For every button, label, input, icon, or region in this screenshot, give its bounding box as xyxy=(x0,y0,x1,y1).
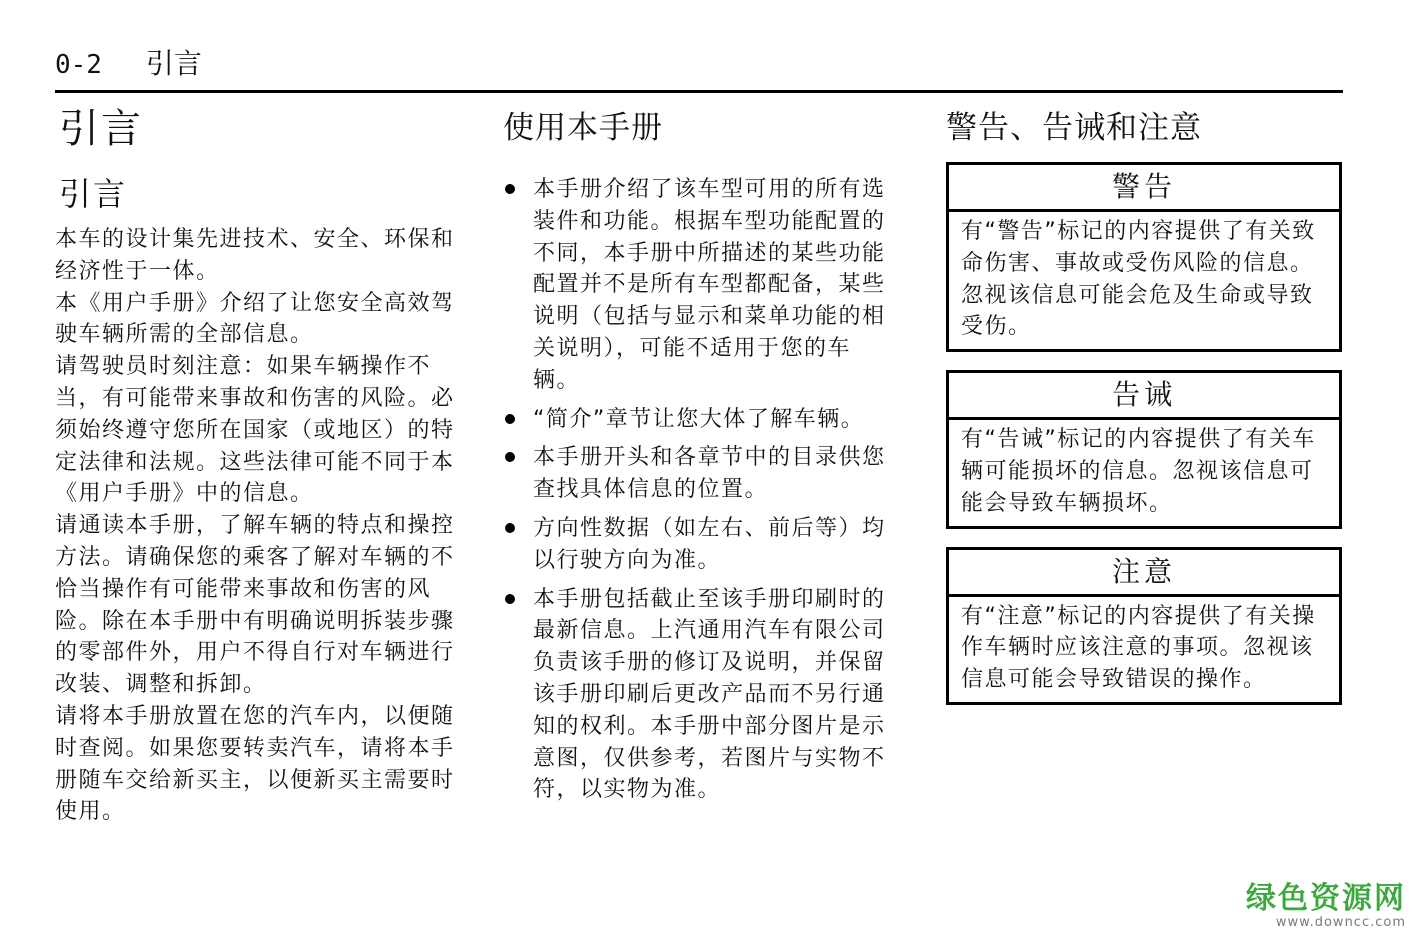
page-number: 0-2 xyxy=(55,50,102,80)
list-item xyxy=(503,584,888,807)
section-title-introduction: 引言 xyxy=(59,106,143,152)
list-item-text: 本手册介绍了该车型可用的所有选装件和功能。根据车型功能配置的不同，本手册中所描述的某些功能配置并不是所有车型都配备，某些说明（包括与显示和菜单功能的相关说明），可能不适用于您的车辆。 xyxy=(533,177,886,393)
list-item-text: 方向性数据（如左右、前后等）均以行驶方向为准。 xyxy=(533,515,886,573)
paragraph: 请驾驶员时刻注意：如果车辆操作不当，有可能带来事故和伤害的风险。必须始终遵守您所在国家（或地区）的特定法律和法规。这些法律可能不同于本《用户手册》中的信息。 xyxy=(55,354,455,507)
list-item xyxy=(503,442,888,506)
section-title-using-manual: 使用本手册 xyxy=(503,110,663,146)
list-item xyxy=(503,404,888,436)
paragraph: 请将本手册放置在您的汽车内，以便随时查阅。如果您要转卖汽车，请将本手册随车交给新买主，以便新买主需要时使用。 xyxy=(55,703,455,825)
caution-box-title: 告诫 xyxy=(949,373,1339,420)
bullet-icon xyxy=(505,184,515,194)
section-title-warnings: 警告、告诫和注意 xyxy=(946,110,1202,146)
warning-box-body: 有“警告”标记的内容提供了有关致命伤害、事故或受伤风险的信息。忽视该信息可能会危及生命或导致受伤。 xyxy=(961,219,1316,340)
list-item-text: “简介”章节让您大体了解车辆。 xyxy=(533,406,865,432)
list-item-text: 本手册开头和各章节中的目录供您查找具体信息的位置。 xyxy=(533,445,886,503)
paragraph: 本车的设计集先进技术、安全、环保和经济性于一体。 xyxy=(55,227,455,284)
list-item-text: 本手册包括截止至该手册印刷时的最新信息。上汽通用汽车有限公司负责该手册的修订及说明，并保留该手册印刷后更改产品而不另行通知的权利。本手册中部分图片是示意图，仅供参考，若图片与实物不符，以实物为准。 xyxy=(533,586,886,803)
bullet-icon xyxy=(505,594,515,604)
bullet-list xyxy=(503,174,888,806)
column-introduction xyxy=(55,100,455,828)
notice-box xyxy=(946,547,1342,705)
notice-box-body: 有“注意”标记的内容提供了有关操作车辆时应该注意的事项。忽视该信息可能会导致错误的操作。 xyxy=(961,603,1316,693)
warning-box xyxy=(946,162,1342,352)
caution-box xyxy=(946,370,1342,528)
column-using-manual xyxy=(503,100,888,813)
warning-box-title: 警告 xyxy=(949,165,1339,212)
paragraph: 请通读本手册，了解车辆的特点和操控方法。请确保您的乘客了解对车辆的不恰当操作有可能带来事故和伤害的风险。除在本手册中有明确说明拆装步骤的零部件外，用户不得自行对车辆进行改装、调整和拆卸。 xyxy=(55,513,455,698)
subsection-title-introduction: 引言 xyxy=(59,175,128,213)
watermark-url: www.downcc.com xyxy=(1275,915,1406,930)
bullet-icon xyxy=(505,523,515,533)
list-item xyxy=(503,174,888,397)
bullet-icon xyxy=(505,414,515,424)
column-warnings xyxy=(946,100,1342,723)
caution-box-body: 有“告诫”标记的内容提供了有关车辆可能损坏的信息。忽视该信息可能会导致车辆损坏。 xyxy=(961,427,1316,516)
bullet-icon xyxy=(505,452,515,462)
header-section-title: 引言 xyxy=(145,47,202,80)
watermark xyxy=(1246,882,1406,930)
watermark-logo-text: 绿色资源网 xyxy=(1246,881,1406,916)
notice-box-title: 注意 xyxy=(949,550,1339,597)
paragraph: 本《用户手册》介绍了让您安全高效驾驶车辆所需的全部信息。 xyxy=(55,290,455,348)
page-header xyxy=(55,44,1345,88)
list-item xyxy=(503,513,888,577)
header-divider xyxy=(55,90,1343,93)
